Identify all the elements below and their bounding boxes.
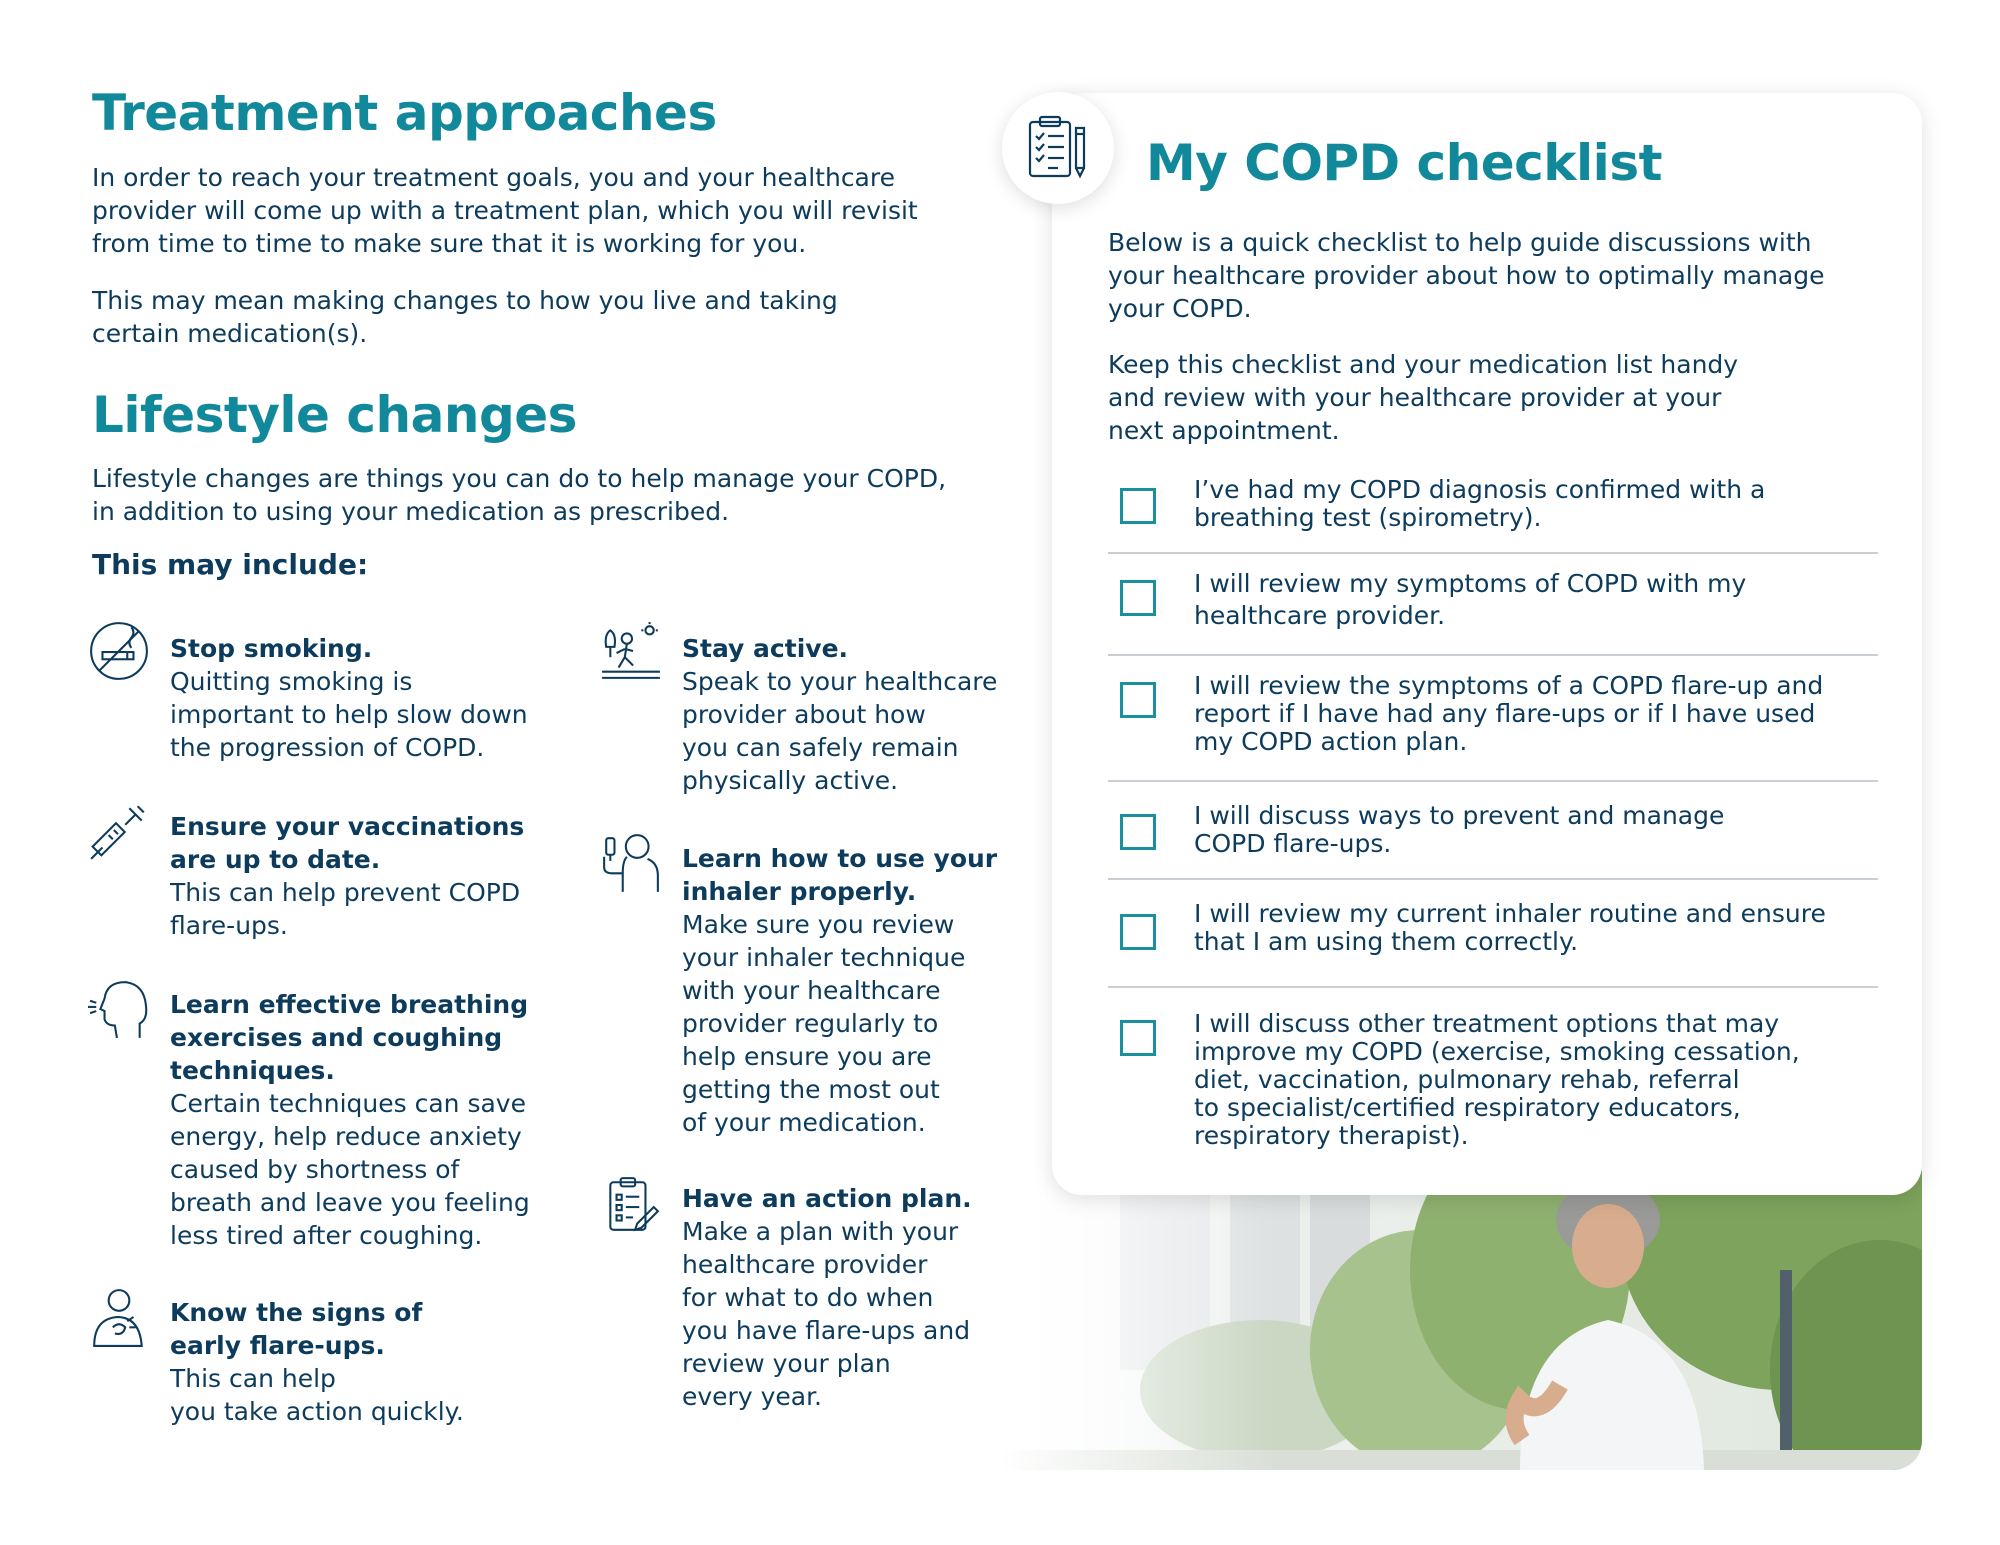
item-text: Certain techniques can save bbox=[170, 1089, 526, 1118]
divider bbox=[1108, 552, 1878, 554]
checklist-item-text: that I am using them correctly. bbox=[1194, 927, 1579, 956]
checkbox[interactable] bbox=[1120, 1020, 1156, 1056]
breathing-head-icon bbox=[88, 978, 150, 1040]
checklist-item-text: I will review my current inhaler routine and ensure bbox=[1194, 899, 1826, 928]
item-title: Have an action plan. bbox=[682, 1184, 972, 1213]
item-text: provider about how bbox=[682, 700, 926, 729]
item-title: inhaler properly. bbox=[682, 877, 917, 906]
item-title: Know the signs of bbox=[170, 1298, 423, 1327]
item-text: getting the most out bbox=[682, 1075, 940, 1104]
item-text: Make a plan with your bbox=[682, 1217, 959, 1246]
checklist-item-text: I will review my symptoms of COPD with my bbox=[1194, 569, 1747, 598]
checkbox[interactable] bbox=[1120, 580, 1156, 616]
item-text: energy, help reduce anxiety bbox=[170, 1122, 522, 1151]
checklist-item-text: I will review the symptoms of a COPD flare-up and bbox=[1194, 671, 1824, 700]
item-title: Ensure your vaccinations bbox=[170, 812, 525, 841]
lifestyle-heading: Lifestyle changes bbox=[92, 386, 577, 444]
item-text: the progression of COPD. bbox=[170, 733, 485, 762]
lifestyle-intro: Lifestyle changes are things you can do to help manage your COPD, in addition to using your medication as prescribed. bbox=[92, 464, 947, 526]
checkbox[interactable] bbox=[1120, 814, 1156, 850]
checklist-item-text: improve my COPD (exercise, smoking cessation, bbox=[1194, 1037, 1800, 1066]
item-title: Stay active. bbox=[682, 634, 849, 663]
checklist-intro-1: Below is a quick checklist to help guide discussions with your healthcare provider about how to optimally manage your COPD. bbox=[1108, 228, 1825, 323]
item-text: your inhaler technique bbox=[682, 943, 966, 972]
checklist-item-text: report if I have had any flare-ups or if I have used bbox=[1194, 699, 1816, 728]
item-text: Make sure you review bbox=[682, 910, 955, 939]
checkbox[interactable] bbox=[1120, 914, 1156, 950]
person-coughing-icon bbox=[88, 1286, 150, 1348]
item-text: help ensure you are bbox=[682, 1042, 932, 1071]
person-inhaler-icon bbox=[600, 832, 662, 894]
treatment-paragraph-1: In order to reach your treatment goals, you and your healthcare provider will come up with a treatment plan, which you will revisit from time to time to make sure that it is working for you. bbox=[92, 163, 918, 258]
clipboard-plan-icon bbox=[600, 1174, 662, 1236]
checklist-item-text: I will discuss ways to prevent and manage bbox=[1194, 801, 1725, 830]
item-text: less tired after coughing. bbox=[170, 1221, 483, 1250]
checkbox[interactable] bbox=[1120, 682, 1156, 718]
clipboard-checklist-icon bbox=[1002, 92, 1114, 204]
item-text: you have flare-ups and bbox=[682, 1316, 971, 1345]
item-text: with your healthcare bbox=[682, 976, 941, 1005]
checklist-item-text: my COPD action plan. bbox=[1194, 727, 1468, 756]
checklist-item-text: healthcare provider. bbox=[1194, 601, 1446, 630]
item-title: early flare-ups. bbox=[170, 1331, 385, 1360]
divider bbox=[1108, 986, 1878, 988]
item-text: flare-ups. bbox=[170, 911, 288, 940]
item-title: Stop smoking. bbox=[170, 634, 373, 663]
item-text: for what to do when bbox=[682, 1283, 934, 1312]
lifestyle-subheading: This may include: bbox=[92, 548, 369, 581]
item-text: Quitting smoking is bbox=[170, 667, 413, 696]
checklist-item-text: to specialist/certified respiratory educators, bbox=[1194, 1093, 1741, 1122]
item-title: Learn effective breathing bbox=[170, 990, 529, 1019]
checklist-item-text: COPD flare-ups. bbox=[1194, 829, 1392, 858]
person-walking-icon bbox=[600, 620, 662, 682]
checklist-item-text: breathing test (spirometry). bbox=[1194, 503, 1542, 532]
checklist-intro-2: Keep this checklist and your medication list handy and review with your healthcare provider at your next appointment. bbox=[1108, 350, 1739, 445]
checklist-heading: My COPD checklist bbox=[1146, 134, 1662, 192]
treatment-paragraph-2: This may mean making changes to how you live and taking certain medication(s). bbox=[92, 286, 838, 348]
item-title: techniques. bbox=[170, 1056, 335, 1085]
syringe-icon bbox=[88, 800, 150, 862]
divider bbox=[1108, 878, 1878, 880]
item-text: every year. bbox=[682, 1382, 823, 1411]
item-text: you take action quickly. bbox=[170, 1397, 464, 1426]
item-text: breath and leave you feeling bbox=[170, 1188, 530, 1217]
item-text: This can help bbox=[170, 1364, 336, 1393]
checklist-item-text: diet, vaccination, pulmonary rehab, referral bbox=[1194, 1065, 1740, 1094]
item-title: exercises and coughing bbox=[170, 1023, 503, 1052]
item-text: review your plan bbox=[682, 1349, 891, 1378]
item-text: of your medication. bbox=[682, 1108, 926, 1137]
item-text: important to help slow down bbox=[170, 700, 528, 729]
checklist-item-text: I’ve had my COPD diagnosis confirmed with a bbox=[1194, 475, 1766, 504]
checklist-item-text: I will discuss other treatment options that may bbox=[1194, 1009, 1780, 1038]
item-text: caused by shortness of bbox=[170, 1155, 460, 1184]
senior-man-jogging-photo bbox=[1000, 1150, 1922, 1470]
item-text: healthcare provider bbox=[682, 1250, 928, 1279]
item-text: Speak to your healthcare bbox=[682, 667, 998, 696]
item-title: Learn how to use your bbox=[682, 844, 998, 873]
no-smoking-icon bbox=[88, 620, 150, 682]
item-text: you can safely remain bbox=[682, 733, 959, 762]
checklist-item-text: respiratory therapist). bbox=[1194, 1121, 1469, 1150]
treatment-heading: Treatment approaches bbox=[92, 84, 717, 142]
checkbox[interactable] bbox=[1120, 488, 1156, 524]
item-text: This can help prevent COPD bbox=[170, 878, 521, 907]
divider bbox=[1108, 780, 1878, 782]
item-text: physically active. bbox=[682, 766, 899, 795]
divider bbox=[1108, 654, 1878, 656]
item-title: are up to date. bbox=[170, 845, 381, 874]
item-text: provider regularly to bbox=[682, 1009, 939, 1038]
